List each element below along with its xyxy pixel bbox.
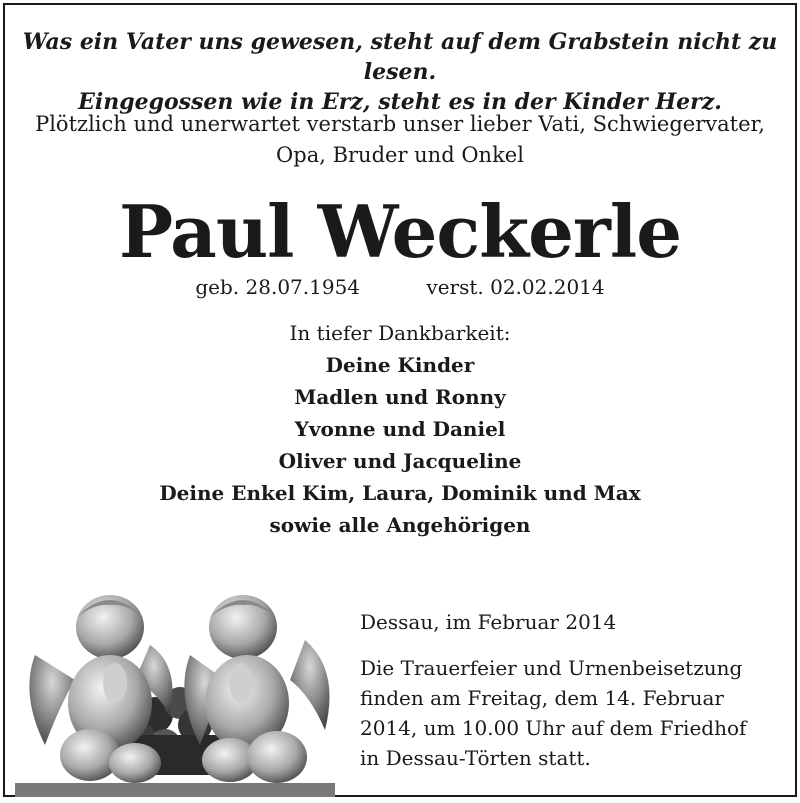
intro-line-2: Opa, Bruder und Onkel bbox=[276, 143, 524, 167]
life-dates bbox=[5, 273, 795, 301]
intro-line-1: Plötzlich und unerwartet verstarb unser lieber Vati, Schwiegervater, bbox=[35, 112, 765, 136]
birth-date: geb. 28.07.1954 bbox=[195, 275, 361, 299]
funeral-line: in Dessau-Törten statt. bbox=[360, 746, 591, 770]
funeral-line: finden am Freitag, dem 14. Februar bbox=[360, 686, 724, 710]
funeral-info bbox=[360, 607, 780, 773]
deceased-name: Paul Weckerle bbox=[118, 189, 682, 274]
motto bbox=[5, 27, 795, 117]
motto-line-1: Was ein Vater uns gewesen, steht auf dem Grabstein nicht zu lesen. bbox=[22, 29, 778, 85]
mourner-line: Madlen und Ronny bbox=[294, 385, 506, 409]
right-cherub-icon bbox=[184, 595, 329, 783]
funeral-line: Die Trauerfeier und Urnenbeisetzung bbox=[360, 656, 743, 680]
motto-line-2: Eingegossen wie in Erz, steht es in der Kinder Herz. bbox=[78, 89, 722, 115]
mourner-line: Oliver und Jacqueline bbox=[278, 449, 522, 473]
mourner-line: Deine Enkel Kim, Laura, Dominik und Max bbox=[159, 481, 641, 505]
mourners-list bbox=[5, 317, 795, 541]
mourner-line: sowie alle Angehörigen bbox=[269, 513, 531, 537]
obituary-notice bbox=[3, 3, 797, 797]
mourners-heading: In tiefer Dankbarkeit: bbox=[289, 321, 511, 345]
left-cherub-icon bbox=[29, 595, 172, 783]
intro-text bbox=[5, 109, 795, 171]
mourner-line: Yvonne und Daniel bbox=[294, 417, 506, 441]
death-date: verst. 02.02.2014 bbox=[426, 275, 605, 299]
mourner-line: Deine Kinder bbox=[325, 353, 475, 377]
praying-cherubs-icon bbox=[15, 585, 335, 797]
funeral-line: 2014, um 10.00 Uhr auf dem Friedhof bbox=[360, 716, 747, 740]
place-date: Dessau, im Februar 2014 bbox=[360, 610, 617, 634]
